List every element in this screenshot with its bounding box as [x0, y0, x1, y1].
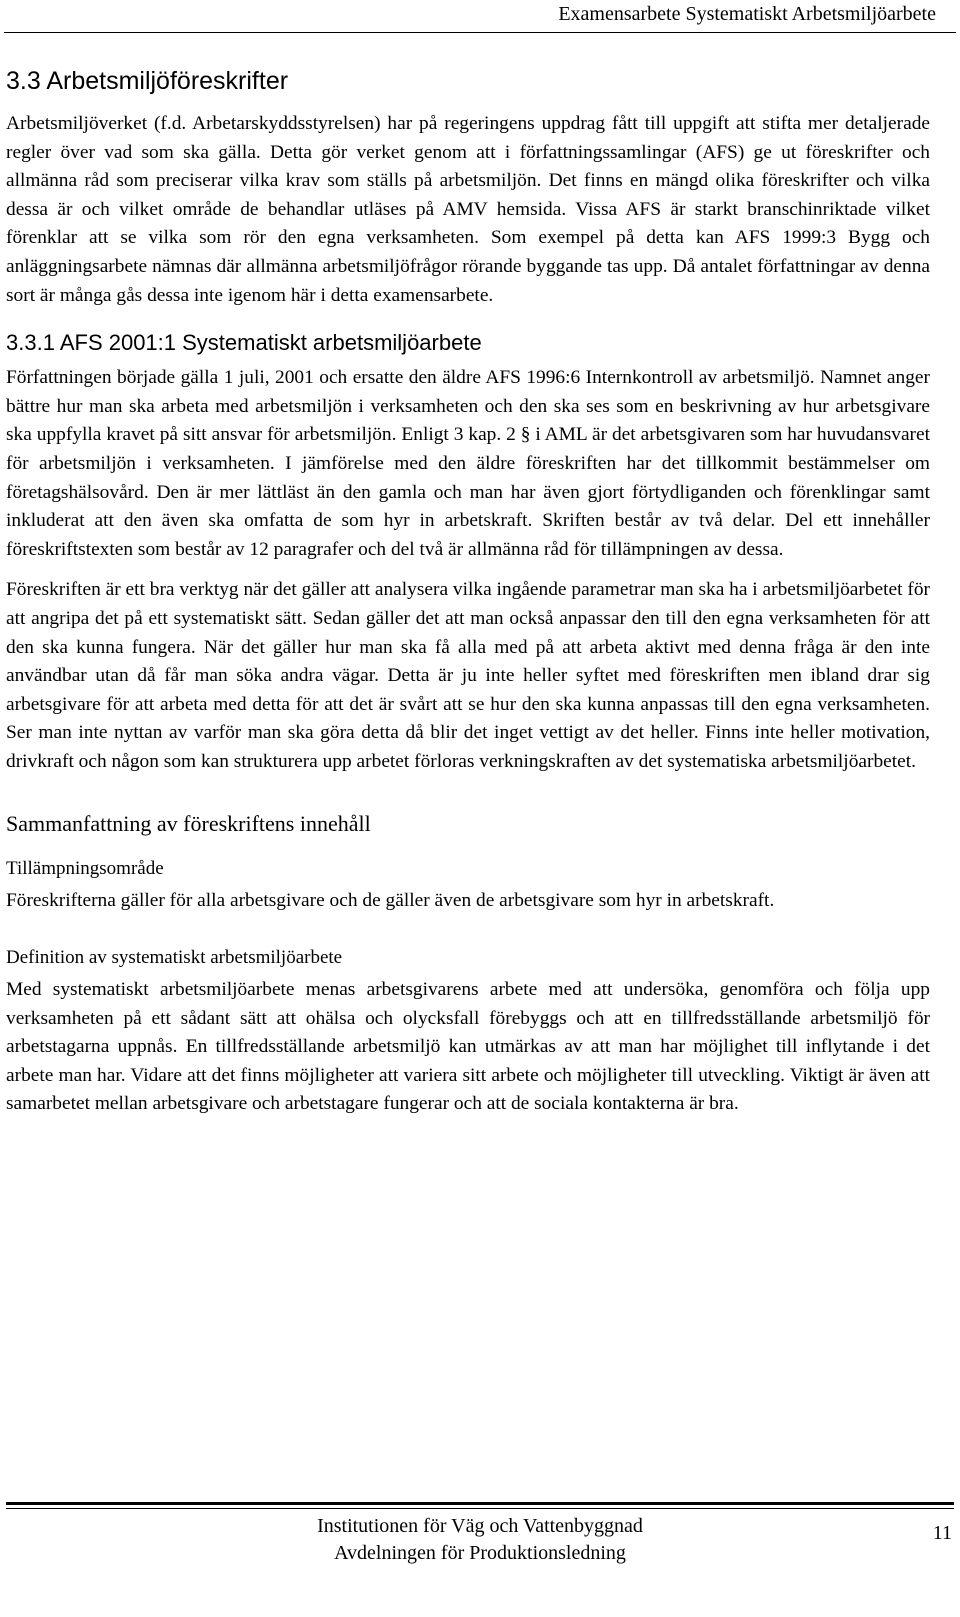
scope-heading: Tillämpningsområde: [6, 858, 164, 880]
subsection-paragraph-1: Författningen började gälla 1 juli, 2001 och ersatte den äldre AFS 1996:6 Internkontroll av arbetsmiljö. Namnet anger bättre hur man ska arbeta med arbetsmiljön i verksamheten och den ska ses som en beskrivning av hur arbetsgivare ska uppfylla kravet på sitt ansvar för arbetsmiljön. Enligt 3 kap. 2 § i AML är det arbetsgivaren som har huvudansvaret för arbetsmiljön i verksamheten. I jämförelse med den äldre föreskriften har det tillkommit bestämmelser om företagshälsovård. Den är mer lättläst än den gamla och man har även gjort förtydliganden och förenklingar samt inkluderat att den även ska omfatta de som hyr in arbetskraft. Skriften består av två delar. Del ett innehåller föreskriftstexten som består av 12 paragrafer och del två är allmänna råd för tillämpningen av dessa.: [6, 367, 930, 560]
subsection-heading: 3.3.1 AFS 2001:1 Systematiskt arbetsmiljöarbete: [6, 330, 482, 356]
page-content: [6, 66, 930, 1131]
running-header: Examensarbete Systematiskt Arbetsmiljöarbete: [558, 3, 936, 25]
definition-paragraph: Med systematiskt arbetsmiljöarbete menas arbetsgivarens arbete med att undersöka, genomföra och följa upp verksamheten på ett sådant sätt att ohälsa och olycksfall förebyggs och att en tillfredsställande arbetsmiljö för arbetstagarna uppnås. En tillfredsställande arbetsmiljö kan utmärkas av att man har möjlighet till inflytande i det arbete man har. Vidare att det finns möjligheter att variera sitt arbete och möjligheter till utveckling. Viktigt är även att samarbetet mellan arbetsgivare och arbetstagare fungerar och att de sociala kontakterna är bra.: [6, 979, 930, 1115]
section-paragraph: Arbetsmiljöverket (f.d. Arbetarskyddsstyrelsen) har på regeringens uppdrag fått till uppgift att stifta mer detaljerade regler över vad som ska gälla. Detta gör verket genom att i författningssamlingar (AFS) ge ut föreskrifter och allmänna råd som preciserar vilka krav som ställs på arbetsmiljön. Det finns en mängd olika föreskrifter och vilka dessa är och vilket område de behandlar utläses på AMV hemsida. Vissa AFS är starkt branschinriktade vilket förenklar att se vilka som rör den egna verksamheten. Som exempel på detta kan AFS 1999:3 Bygg och anläggningsarbete nämnas där allmänna arbetsmiljöfrågor rörande byggande tas upp. Då antalet författningar av denna sort är många gås dessa inte igenom här i detta examensarbete.: [6, 113, 930, 306]
subsection-paragraph-2: Föreskriften är ett bra verktyg när det gäller att analysera vilka ingående parametrar man ska ha i arbetsmiljöarbetet för att angripa det på ett systematiskt sätt. Sedan gäller det att man också anpassar den till den egna verksamheten för att den ska kunna fungera. När det gäller hur man ska få alla med på att arbeta aktivt med denna fråga är den inte användbar utan då får man söka andra vägar. Detta är ju inte heller syftet med föreskriften men ibland drar sig arbetsgivare för att arbeta med detta för att det är svårt att se hur den ska kunna anpassas till den egna verksamheten. Ser man inte nyttan av varför man ska göra detta då blir det inget vettigt av det heller. Finns inte heller motivation, drivkraft och någon som kan strukturera upp arbetet förloras verkningskraften av det systematiska arbetsmiljöarbetet.: [6, 579, 930, 772]
header-rule: [4, 32, 956, 33]
definition-heading: Definition av systematiskt arbetsmiljöarbete: [6, 947, 343, 969]
footer-division: Avdelningen för Produktionsledning: [334, 1542, 626, 1564]
footer-institution: Institutionen för Väg och Vattenbyggnad: [317, 1515, 643, 1537]
footer-rule-thin: [6, 1508, 954, 1509]
summary-heading: Sammanfattning av föreskriftens innehåll: [6, 811, 371, 837]
footer-rule: [6, 1502, 954, 1505]
scope-paragraph: Föreskrifterna gäller för alla arbetsgivare och de gäller även de arbetsgivare som hyr in arbetskraft.: [6, 890, 775, 912]
page-number: 11: [932, 1522, 952, 1544]
section-heading: 3.3 Arbetsmiljöföreskrifter: [6, 67, 289, 95]
footer: [0, 1513, 960, 1567]
